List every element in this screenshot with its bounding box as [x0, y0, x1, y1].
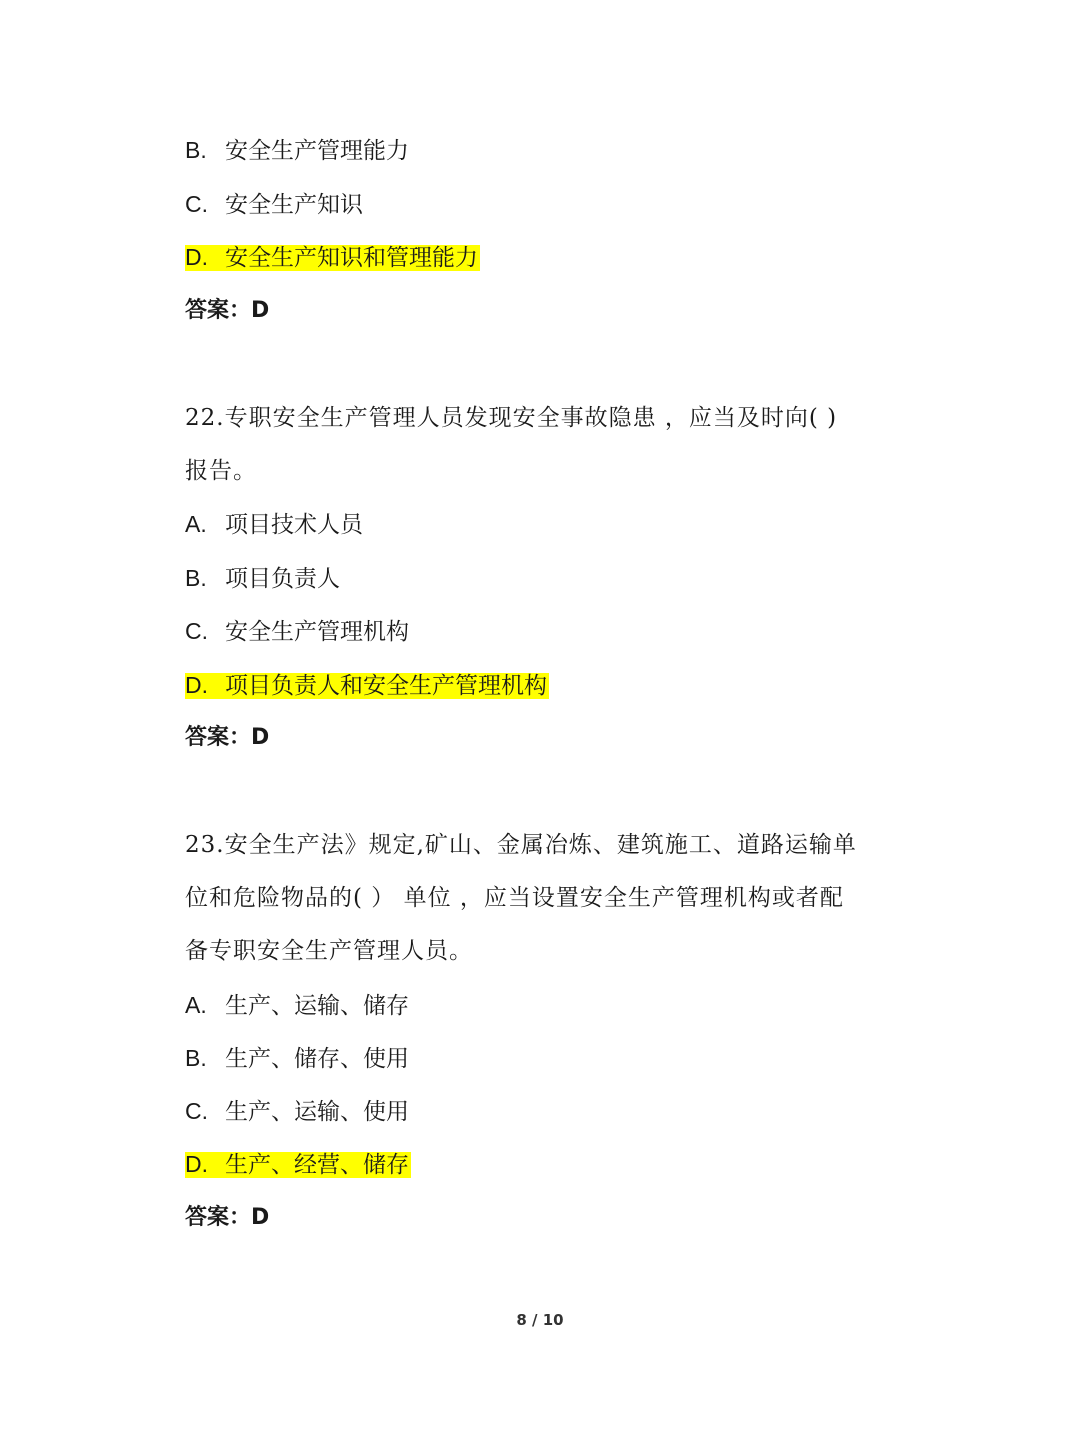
option-label: B. [185, 1045, 207, 1071]
q22-option-b [185, 560, 340, 596]
option-text: 项目负责人和安全生产管理机构 [225, 673, 547, 699]
q21-option-c [185, 186, 363, 222]
highlight [185, 673, 549, 699]
q23-answer: 答案：D [185, 1205, 270, 1230]
option-label: D. [185, 1151, 208, 1177]
q22-answer: 答案：D [185, 725, 270, 750]
q23-question-line-1: 23.安全生产法》规定,矿山、金属冶炼、建筑施工、道路运输单 [185, 832, 857, 858]
q23-option-c [185, 1093, 409, 1129]
option-text: 安全生产管理能力 [225, 138, 409, 164]
q21-answer: 答案：D [185, 298, 270, 323]
option-label: A. [185, 992, 207, 1018]
option-label: B. [185, 137, 207, 163]
option-label: A. [185, 511, 207, 537]
option-text: 安全生产知识 [225, 192, 363, 218]
option-text: 生产、运输、储存 [225, 993, 409, 1019]
option-label: C. [185, 1098, 208, 1124]
q23-question-line-3: 备专职安全生产管理人员。 [185, 938, 473, 964]
q22-option-d-highlighted [185, 667, 549, 703]
option-text: 生产、经营、储存 [225, 1152, 409, 1178]
highlight [185, 1152, 411, 1178]
q23-option-b [185, 1040, 409, 1076]
option-text: 安全生产管理机构 [225, 619, 409, 645]
option-text: 安全生产知识和管理能力 [225, 245, 478, 271]
option-text: 项目负责人 [225, 566, 340, 592]
option-text: 项目技术人员 [225, 512, 363, 538]
q21-option-d-highlighted [185, 239, 480, 275]
option-label: B. [185, 565, 207, 591]
option-label: C. [185, 618, 208, 644]
option-text: 生产、运输、使用 [225, 1099, 409, 1125]
q23-option-d-highlighted [185, 1146, 411, 1182]
q23-question-line-2: 位和危险物品的( ） 单位 ，应当设置安全生产管理机构或者配 [185, 885, 844, 911]
highlight [185, 245, 480, 271]
q21-option-b [185, 132, 409, 168]
q22-question-line-2: 报告。 [185, 458, 257, 484]
option-label: D. [185, 672, 208, 698]
q22-option-a [185, 506, 363, 542]
option-label: D. [185, 244, 208, 270]
q23-option-a [185, 987, 409, 1023]
option-label: C. [185, 191, 208, 217]
q22-question-line-1: 22.专职安全生产管理人员发现安全事故隐患 ，应当及时向( ) [185, 405, 838, 431]
q22-option-c [185, 613, 409, 649]
option-text: 生产、储存、使用 [225, 1046, 409, 1072]
page-number: 8 / 10 [516, 1311, 564, 1329]
